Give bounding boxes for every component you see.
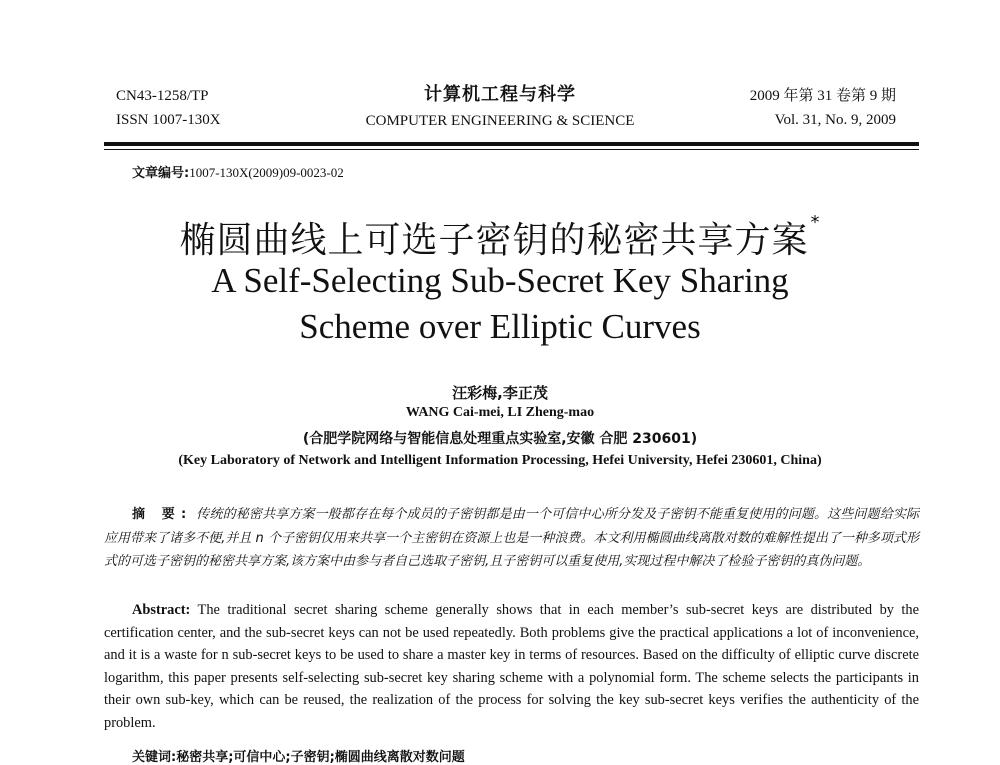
abstract-en-label: Abstract:: [132, 602, 191, 618]
header-rule-thin: [104, 149, 919, 150]
issue-en: Vol. 31, No. 9, 2009: [774, 112, 896, 128]
cn-code: CN43-1258/TP: [116, 88, 209, 104]
header-center: [290, 82, 710, 134]
journal-name-cn: 计算机工程与科学: [424, 84, 576, 105]
abstract-en: [104, 599, 919, 734]
header-right: [750, 84, 896, 132]
header-left: [116, 84, 221, 132]
keywords-cn-label: 关键词:: [132, 750, 177, 765]
title-en-line2: Scheme over Elliptic Curves: [299, 307, 701, 346]
title-en: [0, 258, 1000, 350]
affiliation-cn: (合肥学院网络与智能信息处理重点实验室,安徽 合肥 230601): [302, 431, 698, 447]
article-number-label: 文章编号:: [132, 166, 190, 181]
affiliation-en: (Key Laboratory of Network and Intelligent Information Processing, Hefei University, Hefei 230601, China): [178, 453, 822, 468]
keywords-cn-text: 秘密共享;可信中心;子密钥;椭圆曲线离散对数问题: [176, 750, 465, 765]
issue-cn: 2009 年第 31 卷第 9 期: [749, 88, 896, 104]
journal-name-en: COMPUTER ENGINEERING & SCIENCE: [365, 113, 635, 129]
title-en-line1: A Self-Selecting Sub-Secret Key Sharing: [211, 261, 789, 300]
authors-en: WANG Cai-mei, LI Zheng-mao: [405, 405, 595, 420]
title-cn: [0, 212, 1000, 263]
abstract-cn: [104, 503, 919, 574]
header-rule-thick: [104, 142, 919, 146]
title-cn-text: 椭圆曲线上可选子密钥的秘密共享方案: [179, 220, 809, 261]
issn: ISSN 1007-130X: [116, 112, 221, 128]
authors-cn: 汪彩梅,李正茂: [452, 384, 548, 402]
abstract-cn-label: 摘 要:: [132, 507, 193, 522]
abstract-en-text: The traditional secret sharing scheme generally shows that in each member’s sub-secret keys are distributed by the certification center, and the sub-secret keys can not be used repeatedly. Both problems give the practical applications a lot of inconvenience, and it is a waste for n sub-secret keys to be used to share a master key in terms of resources. Based on the difficulty of elliptic curve discrete logarithm, this paper presents self-selecting sub-secret key sharing scheme with a polynomial form. The scheme selects the participants in their own sub-key, which can be reused, the realization of the process for solving the key sub-secret keys verifies the authenticity of the problem.: [104, 602, 919, 731]
title-footnote-mark: *: [810, 212, 821, 233]
article-number: [132, 162, 344, 181]
article-number-value: 1007-130X(2009)09-0023-02: [189, 165, 344, 180]
abstract-cn-text: 传统的秘密共享方案一般都存在每个成员的子密钥都是由一个可信中心所分发及子密钥不能重复使用的问题。这些问题给实际应用带来了诸多不便,并且 n 个子密钥仅用来共享一个主密钥在资源上也是一种浪费。本文利用椭圆曲线离散对数的难解性提出了一种多项式形式的可选子密钥的秘密共享方案,该方案中由参与者自己选取子密钥,且子密钥可以重复使用,实现过程中解决了检验子密钥的真伪问题。: [104, 507, 919, 569]
keywords-cn: [132, 746, 465, 765]
